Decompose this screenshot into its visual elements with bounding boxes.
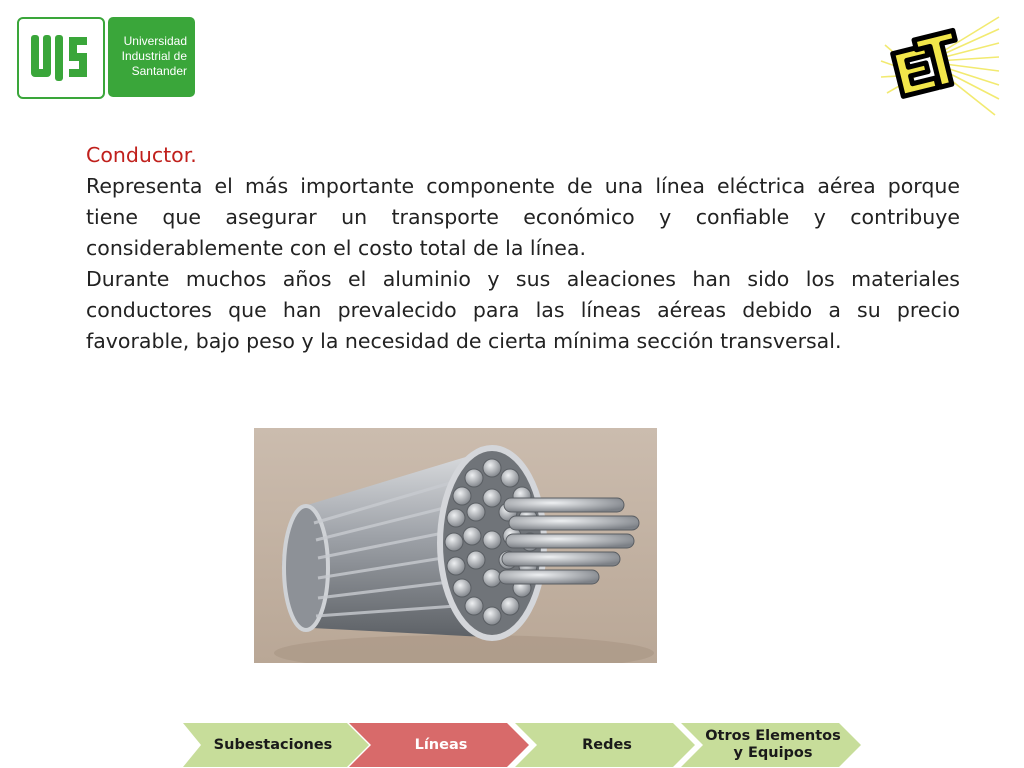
uis-name-block xyxy=(108,17,195,97)
nav-tab-label: Subestaciones xyxy=(213,736,333,753)
uis-logo xyxy=(17,17,195,99)
nav-tab-label: Líneas xyxy=(414,736,468,753)
section-nav xyxy=(183,723,863,767)
nav-tab-redes[interactable] xyxy=(515,723,695,767)
uis-name-line: Santander xyxy=(131,64,187,78)
slide-body xyxy=(86,140,960,357)
uis-monogram-icon xyxy=(17,17,105,99)
et-logo-icon xyxy=(875,15,1000,120)
nav-tab-label: Redes xyxy=(582,736,632,753)
section-heading: Conductor. xyxy=(86,143,197,167)
paragraph: Durante muchos años el aluminio y sus aleaciones han sido los materiales conductores que han prevalecido para las líneas aéreas debido a su precio favorable, bajo peso y la necesidad de cierta mínima sección transversal. xyxy=(86,267,960,353)
nav-tab-label: Otros Elementos y Equipos xyxy=(705,728,841,761)
nav-tab-subestaciones[interactable] xyxy=(183,723,369,767)
nav-tab-lineas[interactable] xyxy=(349,723,529,767)
uis-name-line: Universidad xyxy=(123,34,187,48)
uis-name-line: Industrial de xyxy=(121,49,187,63)
paragraph: Representa el más importante componente de una línea eléctrica aérea porque tiene que asegurar un transporte económico y confiable y contribuye considerablemente con el costo total de la línea. xyxy=(86,174,960,260)
nav-tab-otros-elementos[interactable] xyxy=(681,723,861,767)
conductor-cable-photo xyxy=(254,428,657,663)
